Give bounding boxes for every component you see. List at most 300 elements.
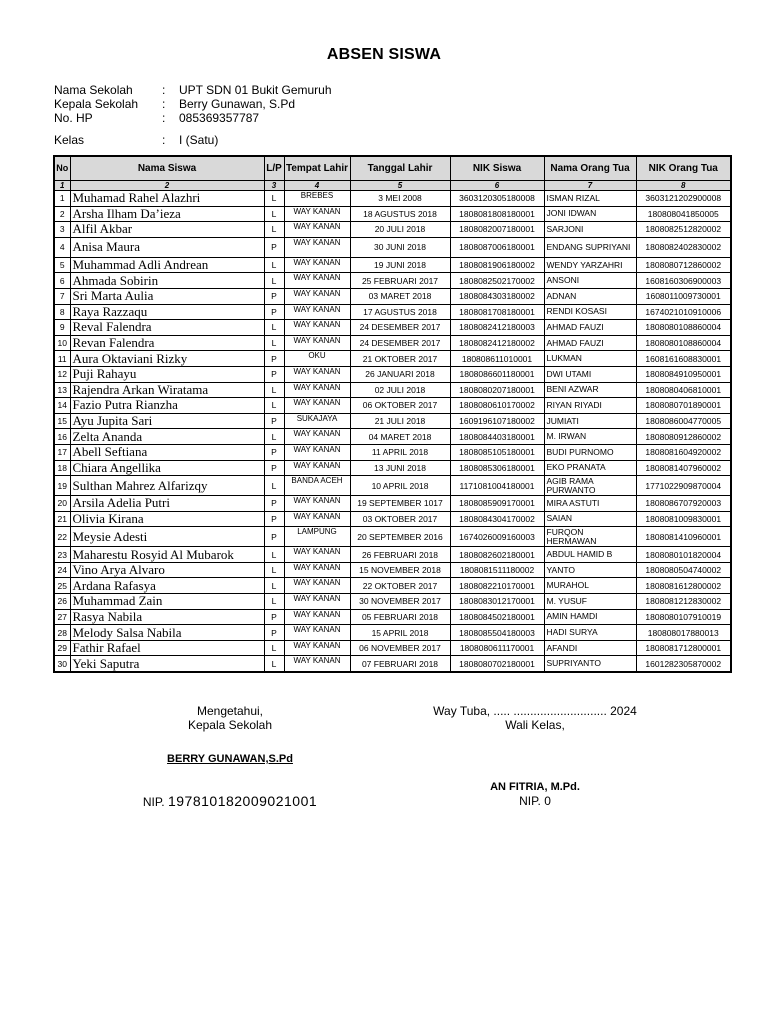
student-name: Puji Rahayu [70,366,264,382]
headmaster-nip [110,794,350,809]
birthdate: 11 APRIL 2018 [350,444,450,460]
parent-nik: 1808081407960002 [636,460,731,476]
birthplace: WAY KANAN [284,547,350,563]
gender: P [264,351,284,367]
column-number: 5 [350,181,450,191]
parent-nik: 1808081009830001 [636,511,731,527]
parent-nik: 1808081212830002 [636,594,731,610]
signature-left [160,704,300,732]
student-name: Fathir Rafael [70,640,264,656]
parent-name: M. IRWAN [544,429,636,445]
birthplace: WAY KANAN [284,366,350,382]
info-value: Berry Gunawan, S.Pd [179,97,296,111]
table-row [54,335,731,351]
birthdate: 3 MEI 2008 [350,191,450,207]
parent-nik: 1771022909870004 [636,476,731,496]
parent-name: ANSONI [544,273,636,289]
info-row-kepala-sekolah [54,97,332,111]
parent-nik: 1808080701890001 [636,398,731,414]
column-number: 8 [636,181,731,191]
parent-nik: 1808080108860004 [636,320,731,336]
parent-nik: 1674021010910006 [636,304,731,320]
gender: L [264,547,284,563]
birthdate: 07 FEBRUARI 2018 [350,656,450,672]
parent-nik: 1808080108860004 [636,335,731,351]
info-label: Kelas [54,133,85,147]
parent-name: ENDANG SUPRIYANI [544,237,636,257]
birthplace: WAY KANAN [284,335,350,351]
birthplace: OKU [284,351,350,367]
parent-name: AHMAD FAUZI [544,320,636,336]
student-nik: 1808084502180001 [450,609,544,625]
birthplace: WAY KANAN [284,562,350,578]
row-number: 2 [54,206,70,222]
table-row [54,304,731,320]
student-nik: 3603120305180008 [450,191,544,207]
table-row [54,594,731,610]
info-label: Kepala Sekolah [54,97,139,111]
table-row [54,460,731,476]
parent-name: AMIN HAMDI [544,609,636,625]
column-number-row [54,181,731,191]
student-nik: 1808081906180002 [450,257,544,273]
column-number: 2 [70,181,264,191]
column-header-nama-siswa: Nama Siswa [70,156,264,181]
table-row [54,496,731,512]
row-number: 19 [54,476,70,496]
parent-nik: 1608161608830001 [636,351,731,367]
info-value: I (Satu) [179,133,219,147]
birthdate: 30 JUNI 2018 [350,237,450,257]
column-header-nik-siswa: NIK Siswa [450,156,544,181]
table-row [54,609,731,625]
parent-nik: 180808041850005 [636,206,731,222]
birthplace: SUKAJAYA [284,413,350,429]
column-header-tanggal-lahir: Tanggal Lahir [350,156,450,181]
parent-nik: 1608011009730001 [636,288,731,304]
student-name: Muhammad Adli Andrean [70,257,264,273]
student-name: Muhamad Rahel Alazhri [70,191,264,207]
student-name: Fazio Putra Rianzha [70,398,264,414]
row-number: 28 [54,625,70,641]
parent-name: HADI SURYA [544,625,636,641]
student-nik: 1674026009160003 [450,527,544,547]
birthdate: 18 AGUSTUS 2018 [350,206,450,222]
parent-nik: 180808017880013 [636,625,731,641]
birthdate: 19 SEPTEMBER 1017 [350,496,450,512]
row-number: 17 [54,444,70,460]
student-name: Ahmada Sobirin [70,273,264,289]
table-row [54,547,731,563]
info-separator: : [162,97,166,111]
student-nik: 1609196107180002 [450,413,544,429]
table-row [54,511,731,527]
birthplace: WAY KANAN [284,257,350,273]
parent-name: YANTO [544,562,636,578]
row-number: 18 [54,460,70,476]
birthdate: 22 OKTOBER 2017 [350,578,450,594]
student-name: Zelta Ananda [70,429,264,445]
gender: P [264,413,284,429]
parent-nik: 1808080912860002 [636,429,731,445]
parent-name: ABDUL HAMID B [544,547,636,563]
sig-right-line2: Wali Kelas, [505,718,565,732]
birthdate: 24 DESEMBER 2017 [350,320,450,336]
birthdate: 03 OKTOBER 2017 [350,511,450,527]
parent-nik: 1808082512820002 [636,222,731,238]
birthplace: WAY KANAN [284,511,350,527]
birthplace: WAY KANAN [284,609,350,625]
gender: L [264,257,284,273]
birthplace: WAY KANAN [284,382,350,398]
table-body [54,191,731,673]
student-name: Arsila Adelia Putri [70,496,264,512]
parent-name: EKO PRANATA [544,460,636,476]
birthdate: 26 JANUARI 2018 [350,366,450,382]
row-number: 25 [54,578,70,594]
row-number: 23 [54,547,70,563]
table-row [54,429,731,445]
student-nik: 1808080610170002 [450,398,544,414]
student-nik: 1808081808180001 [450,206,544,222]
parent-nik: 1808080101820004 [636,547,731,563]
table-row [54,476,731,496]
column-number: 7 [544,181,636,191]
parent-name: JUMIATI [544,413,636,429]
student-nik: 1808082412180003 [450,320,544,336]
student-name: Rajendra Arkan Wiratama [70,382,264,398]
student-name: Ardana Rafasya [70,578,264,594]
gender: L [264,429,284,445]
birthdate: 20 SEPTEMBER 2016 [350,527,450,547]
parent-name: JONI IDWAN [544,206,636,222]
birthdate: 21 OKTOBER 2017 [350,351,450,367]
student-nik: 1171081004180001 [450,476,544,496]
gender: L [264,562,284,578]
row-number: 30 [54,656,70,672]
teacher-name: AN FITRIA, M.Pd. [490,781,580,793]
student-nik: 1808087006180001 [450,237,544,257]
parent-nik: 1808086004770005 [636,413,731,429]
parent-name: SUPRIYANTO [544,656,636,672]
student-nik: 1808081511180002 [450,562,544,578]
row-number: 9 [54,320,70,336]
info-separator: : [162,83,166,97]
gender: L [264,335,284,351]
student-nik: 1808084403180001 [450,429,544,445]
birthplace: LAMPUNG [284,527,350,547]
parent-name: LUKMAN [544,351,636,367]
student-name: Vino Arya Alvaro [70,562,264,578]
row-number: 15 [54,413,70,429]
row-number: 8 [54,304,70,320]
row-number: 11 [54,351,70,367]
birthdate: 13 JUNI 2018 [350,460,450,476]
student-name: Sri Marta Aulia [70,288,264,304]
gender: L [264,640,284,656]
student-name: Meysie Adesti [70,527,264,547]
birthplace: WAY KANAN [284,594,350,610]
gender: P [264,288,284,304]
parent-name: FURQON HERMAWAN [544,527,636,547]
row-number: 5 [54,257,70,273]
birthplace: WAY KANAN [284,304,350,320]
student-name: Yeki Saputra [70,656,264,672]
student-nik: 1808085306180001 [450,460,544,476]
student-nik: 180808611010001 [450,351,544,367]
student-name: Rasya Nabila [70,609,264,625]
gender: L [264,206,284,222]
birthplace: BANDA ACEH [284,476,350,496]
parent-nik: 1601282305870002 [636,656,731,672]
parent-nik: 1808081604920002 [636,444,731,460]
birthplace: WAY KANAN [284,288,350,304]
gender: P [264,496,284,512]
row-number: 4 [54,237,70,257]
gender: L [264,273,284,289]
student-name: Aura Oktaviani Rizky [70,351,264,367]
table-row [54,562,731,578]
student-nik: 1808082007180001 [450,222,544,238]
sig-right-line1: Way Tuba, ..... ............................ 2024 [433,704,637,718]
gender: L [264,382,284,398]
birthdate: 24 DESEMBER 2017 [350,335,450,351]
birthdate: 30 NOVEMBER 2017 [350,594,450,610]
gender: L [264,578,284,594]
table-row [54,237,731,257]
birthdate: 15 NOVEMBER 2018 [350,562,450,578]
student-nik: 1808082602180001 [450,547,544,563]
table-row [54,382,731,398]
student-name: Anisa Maura [70,237,264,257]
gender: L [264,594,284,610]
row-number: 29 [54,640,70,656]
gender: P [264,511,284,527]
birthdate: 06 OKTOBER 2017 [350,398,450,414]
student-nik: 1808083012170001 [450,594,544,610]
table-row [54,398,731,414]
student-name: Arsha Ilham Da’ieza [70,206,264,222]
row-number: 21 [54,511,70,527]
birthdate: 04 MARET 2018 [350,429,450,445]
column-header-lp: L/P [264,156,284,181]
gender: P [264,444,284,460]
birthdate: 19 JUNI 2018 [350,257,450,273]
student-nik: 1808085909170001 [450,496,544,512]
gender: L [264,656,284,672]
student-name: Alfil Akbar [70,222,264,238]
row-number: 24 [54,562,70,578]
table-header-row [54,156,731,181]
parent-name: DWI UTAMI [544,366,636,382]
birthplace: WAY KANAN [284,444,350,460]
birthdate: 03 MARET 2018 [350,288,450,304]
parent-nik: 1808080107910019 [636,609,731,625]
table-row [54,578,731,594]
gender: P [264,460,284,476]
parent-name: AGIB RAMA PURWANTO [544,476,636,496]
student-nik: 1808084303180002 [450,288,544,304]
table-row [54,288,731,304]
birthplace: WAY KANAN [284,496,350,512]
birthplace: WAY KANAN [284,320,350,336]
birthplace: WAY KANAN [284,398,350,414]
birthplace: WAY KANAN [284,206,350,222]
table-row [54,257,731,273]
table-row [54,206,731,222]
table-row [54,625,731,641]
gender: L [264,320,284,336]
student-nik: 1808081708180001 [450,304,544,320]
table-row [54,191,731,207]
parent-nik: 1808080504740002 [636,562,731,578]
signature-right-name-block [445,780,625,808]
parent-nik: 1808086707920003 [636,496,731,512]
birthdate: 17 AGUSTUS 2018 [350,304,450,320]
birthdate: 25 FEBRUARI 2017 [350,273,450,289]
parent-name: WENDY YARZAHRI [544,257,636,273]
info-row-nama-sekolah [54,83,332,97]
row-number: 12 [54,366,70,382]
gender: L [264,222,284,238]
birthdate: 05 FEBRUARI 2018 [350,609,450,625]
student-nik: 1808086601180001 [450,366,544,382]
info-label: Nama Sekolah [54,83,133,97]
student-name: Sulthan Mahrez Alfarizqy [70,476,264,496]
birthdate: 21 JULI 2018 [350,413,450,429]
parent-name: M. YUSUF [544,594,636,610]
student-nik: 1808080207180001 [450,382,544,398]
info-row-no-hp [54,111,332,125]
column-header-nama-orang-tua: Nama Orang Tua [544,156,636,181]
birthplace: WAY KANAN [284,237,350,257]
column-header-nik-orang-tua: NIK Orang Tua [636,156,731,181]
info-row-kelas [54,133,332,147]
column-number: 6 [450,181,544,191]
birthplace: WAY KANAN [284,273,350,289]
column-number: 4 [284,181,350,191]
parent-nik: 1808081712800001 [636,640,731,656]
gender: P [264,237,284,257]
gender: L [264,398,284,414]
birthplace: WAY KANAN [284,578,350,594]
student-nik: 1808085105180001 [450,444,544,460]
row-number: 13 [54,382,70,398]
parent-name: ISMAN RIZAL [544,191,636,207]
birthdate: 26 FEBRUARI 2018 [350,547,450,563]
gender: P [264,366,284,382]
student-name: Reval Falendra [70,320,264,336]
table-row [54,444,731,460]
student-name: Maharestu Rosyid Al Mubarok [70,547,264,563]
row-number: 27 [54,609,70,625]
birthdate: 02 JULI 2018 [350,382,450,398]
nip-value: 197810182009021001 [167,793,318,809]
parent-nik: 1808080712860002 [636,257,731,273]
student-nik: 1808082412180002 [450,335,544,351]
parent-name: AFANDI [544,640,636,656]
student-name: Raya Razzaqu [70,304,264,320]
table-row [54,527,731,547]
student-nik: 1808082210170001 [450,578,544,594]
parent-name: AHMAD FAUZI [544,335,636,351]
parent-name: MURAHOL [544,578,636,594]
parent-nik: 3603121202900008 [636,191,731,207]
row-number: 14 [54,398,70,414]
birthdate: 20 JULI 2018 [350,222,450,238]
birthplace: WAY KANAN [284,640,350,656]
row-number: 16 [54,429,70,445]
birthplace: WAY KANAN [284,656,350,672]
student-name: Abell Seftiana [70,444,264,460]
row-number: 1 [54,191,70,207]
info-value: UPT SDN 01 Bukit Gemuruh [179,83,332,97]
school-info [54,83,332,147]
row-number: 10 [54,335,70,351]
column-header-tempat-lahir: Tempat Lahir [284,156,350,181]
parent-name: BENI AZWAR [544,382,636,398]
table-row [54,640,731,656]
row-number: 3 [54,222,70,238]
parent-name: RIYAN RIYADI [544,398,636,414]
teacher-nip: NIP. 0 [519,794,551,808]
gender: L [264,476,284,496]
gender: P [264,625,284,641]
table-row [54,222,731,238]
table-row [54,366,731,382]
student-nik: 1808080611170001 [450,640,544,656]
student-name: Melody Salsa Nabila [70,625,264,641]
student-name: Revan Falendra [70,335,264,351]
sig-left-line1: Mengetahui, [196,704,264,718]
student-nik: 1808082502170002 [450,273,544,289]
parent-nik: 1808080406810001 [636,382,731,398]
nip-label: NIP. [142,795,165,809]
birthdate: 15 APRIL 2018 [350,625,450,641]
row-number: 7 [54,288,70,304]
row-number: 6 [54,273,70,289]
info-separator: : [162,133,166,147]
student-name: Ayu Jupita Sari [70,413,264,429]
parent-nik: 1808082402830002 [636,237,731,257]
birthplace: WAY KANAN [284,222,350,238]
birthplace: WAY KANAN [284,625,350,641]
parent-name: SAIAN [544,511,636,527]
row-number: 26 [54,594,70,610]
signature-left-name-block [140,752,320,766]
parent-name: MIRA ASTUTI [544,496,636,512]
parent-name: BUDI PURNOMO [544,444,636,460]
table-row [54,351,731,367]
student-name: Muhammad Zain [70,594,264,610]
column-number: 1 [54,181,70,191]
birthplace: WAY KANAN [284,429,350,445]
parent-nik: 1808081612800002 [636,578,731,594]
student-nik: 1808084304170002 [450,511,544,527]
table-row [54,656,731,672]
parent-nik: 1808081410960001 [636,527,731,547]
birthplace: BREBES [284,191,350,207]
sig-left-line2: Kepala Sekolah [187,718,273,732]
column-number: 3 [264,181,284,191]
gender: P [264,609,284,625]
info-value: 085369357787 [179,111,260,125]
row-number: 20 [54,496,70,512]
parent-name: RENDI KOSASI [544,304,636,320]
column-header-no: No [54,156,70,181]
headmaster-name: BERRY GUNAWAN,S.Pd [167,753,293,765]
student-name: Olivia Kirana [70,511,264,527]
